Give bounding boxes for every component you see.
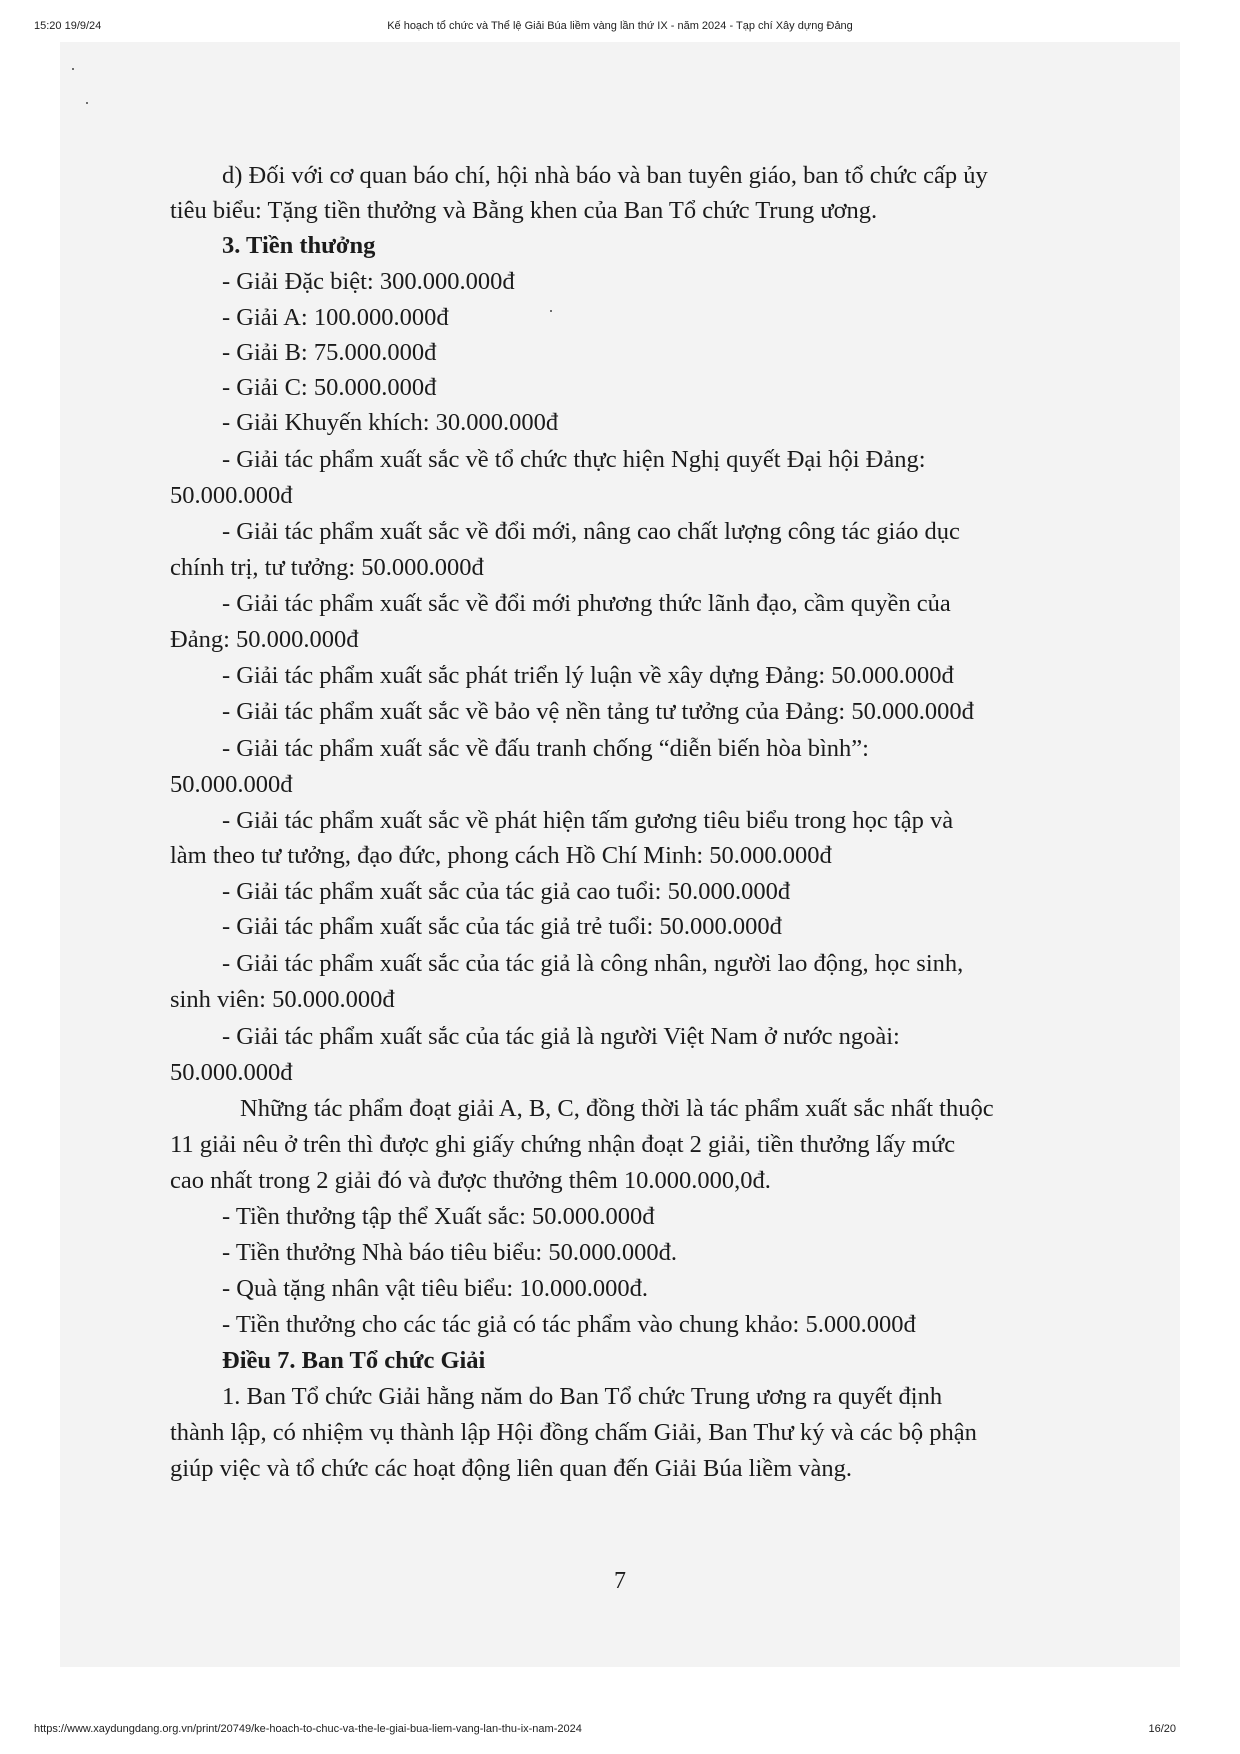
list-item-continuation: làm theo tư tưởng, đạo đức, phong cách Hồ Chí Minh: 50.000.000đ: [170, 842, 832, 869]
list-item: - Tiền thưởng tập thể Xuất sắc: 50.000.000đ: [222, 1203, 655, 1230]
print-header: [34, 20, 1206, 40]
list-item: - Giải B: 75.000.000đ: [222, 339, 437, 366]
list-item: - Giải tác phẩm xuất sắc về đổi mới, nâng cao chất lượng công tác giáo dục: [222, 518, 960, 545]
list-item-continuation: 50.000.000đ: [170, 771, 293, 798]
list-item: - Giải tác phẩm xuất sắc về đấu tranh chống “diễn biến hòa bình”:: [222, 735, 869, 762]
list-item: - Tiền thưởng Nhà báo tiêu biểu: 50.000.000đ.: [222, 1239, 677, 1266]
list-item: - Giải tác phẩm xuất sắc của tác giả là công nhân, người lao động, học sinh,: [222, 950, 964, 977]
section-heading: 3. Tiền thưởng: [222, 232, 376, 259]
list-item-continuation: 50.000.000đ: [170, 1059, 293, 1086]
paragraph-line: tiêu biểu: Tặng tiền thưởng và Bằng khen của Ban Tổ chức Trung ương.: [170, 197, 878, 224]
list-item-continuation: sinh viên: 50.000.000đ: [170, 986, 395, 1013]
print-pagination: 16/20: [1148, 1723, 1176, 1735]
print-footer: [34, 1723, 1206, 1743]
print-page-title: Kế hoạch tổ chức và Thể lệ Giải Búa liềm vàng lần thứ IX - năm 2024 - Tạp chí Xây dựng Đảng: [387, 20, 853, 32]
list-item: - Giải tác phẩm xuất sắc của tác giả cao tuổi: 50.000.000đ: [222, 878, 791, 905]
list-item: - Giải tác phẩm xuất sắc của tác giả trẻ tuổi: 50.000.000đ: [222, 913, 782, 940]
list-item: - Giải C: 50.000.000đ: [222, 374, 437, 401]
list-item: - Giải tác phẩm xuất sắc về đổi mới phương thức lãnh đạo, cầm quyền của: [222, 590, 951, 617]
paragraph-line: 1. Ban Tổ chức Giải hằng năm do Ban Tổ chức Trung ương ra quyết định: [222, 1383, 943, 1410]
list-item-continuation: chính trị, tư tưởng: 50.000.000đ: [170, 554, 484, 581]
list-item: - Giải A: 100.000.000đ: [222, 304, 449, 331]
scan-speck: [72, 68, 74, 70]
paragraph-line: d) Đối với cơ quan báo chí, hội nhà báo và ban tuyên giáo, ban tổ chức cấp ủy: [222, 162, 988, 189]
paragraph-line: cao nhất trong 2 giải đó và được thưởng thêm 10.000.000,0đ.: [170, 1167, 771, 1194]
paragraph-line: 11 giải nêu ở trên thì được ghi giấy chứng nhận đoạt 2 giải, tiền thưởng lấy mức: [170, 1131, 956, 1158]
list-item: - Quà tặng nhân vật tiêu biểu: 10.000.000đ.: [222, 1275, 648, 1302]
article-heading: Điều 7. Ban Tổ chức Giải: [222, 1347, 486, 1374]
list-item: - Giải tác phẩm xuất sắc về bảo vệ nền tảng tư tưởng của Đảng: 50.000.000đ: [222, 698, 974, 725]
list-item: - Giải tác phẩm xuất sắc về phát hiện tấm gương tiêu biểu trong học tập và: [222, 807, 954, 834]
list-item: - Giải tác phẩm xuất sắc của tác giả là người Việt Nam ở nước ngoài:: [222, 1023, 900, 1050]
list-item: - Giải tác phẩm xuất sắc phát triển lý luận về xây dựng Đảng: 50.000.000đ: [222, 662, 954, 689]
scan-speck: [86, 102, 88, 104]
document-page-number: 7: [614, 1568, 626, 1594]
list-item: - Giải tác phẩm xuất sắc về tổ chức thực hiện Nghị quyết Đại hội Đảng:: [222, 446, 926, 473]
list-item: - Tiền thưởng cho các tác giả có tác phẩm vào chung khảo: 5.000.000đ: [222, 1311, 916, 1338]
paragraph-line: giúp việc và tổ chức các hoạt động liên quan đến Giải Búa liềm vàng.: [170, 1455, 853, 1482]
list-item: - Giải Đặc biệt: 300.000.000đ: [222, 268, 515, 295]
list-item-continuation: Đảng: 50.000.000đ: [170, 626, 359, 653]
scan-speck: [550, 310, 552, 312]
print-datetime: 15:20 19/9/24: [34, 20, 102, 32]
paragraph-line: Những tác phẩm đoạt giải A, B, C, đồng thời là tác phẩm xuất sắc nhất thuộc: [240, 1095, 994, 1122]
list-item-continuation: 50.000.000đ: [170, 482, 293, 509]
list-item: - Giải Khuyến khích: 30.000.000đ: [222, 409, 559, 436]
print-url: https://www.xaydungdang.org.vn/print/20749/ke-hoach-to-chuc-va-the-le-giai-bua-liem-vang-lan-thu-ix-nam-2024: [34, 1723, 582, 1735]
paragraph-line: thành lập, có nhiệm vụ thành lập Hội đồng chấm Giải, Ban Thư ký và các bộ phận: [170, 1419, 977, 1446]
